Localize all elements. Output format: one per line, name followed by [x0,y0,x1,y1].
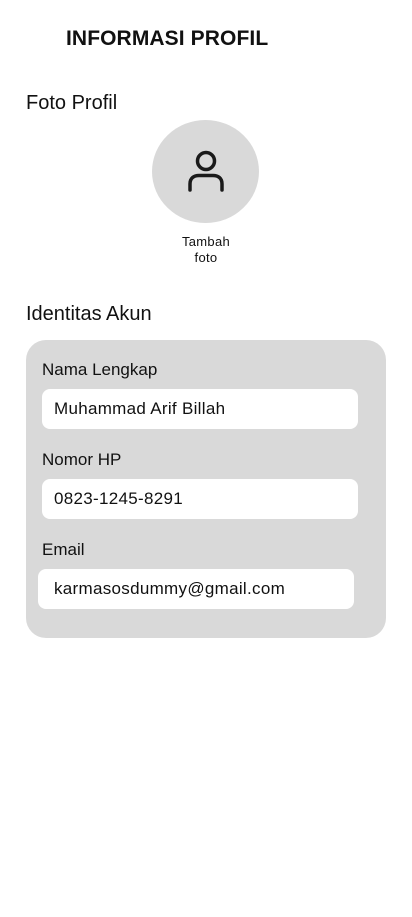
add-photo-label-line1: Tambah [181,234,231,249]
full-name-label: Nama Lengkap [42,360,158,379]
identity-card [26,340,386,638]
photo-section-heading: Foto Profil [26,92,118,114]
phone-field[interactable] [42,479,358,519]
page-title: INFORMASI PROFIL [66,27,269,50]
email-label: Email [42,540,85,559]
add-photo-button[interactable] [156,234,256,266]
avatar[interactable] [152,120,259,223]
user-icon [184,150,228,194]
phone-label: Nomor HP [42,450,122,469]
identity-section-heading: Identitas Akun [26,303,152,325]
email-field[interactable] [38,569,354,609]
add-photo-label-line2: foto [194,250,218,265]
full-name-field[interactable] [42,389,358,429]
